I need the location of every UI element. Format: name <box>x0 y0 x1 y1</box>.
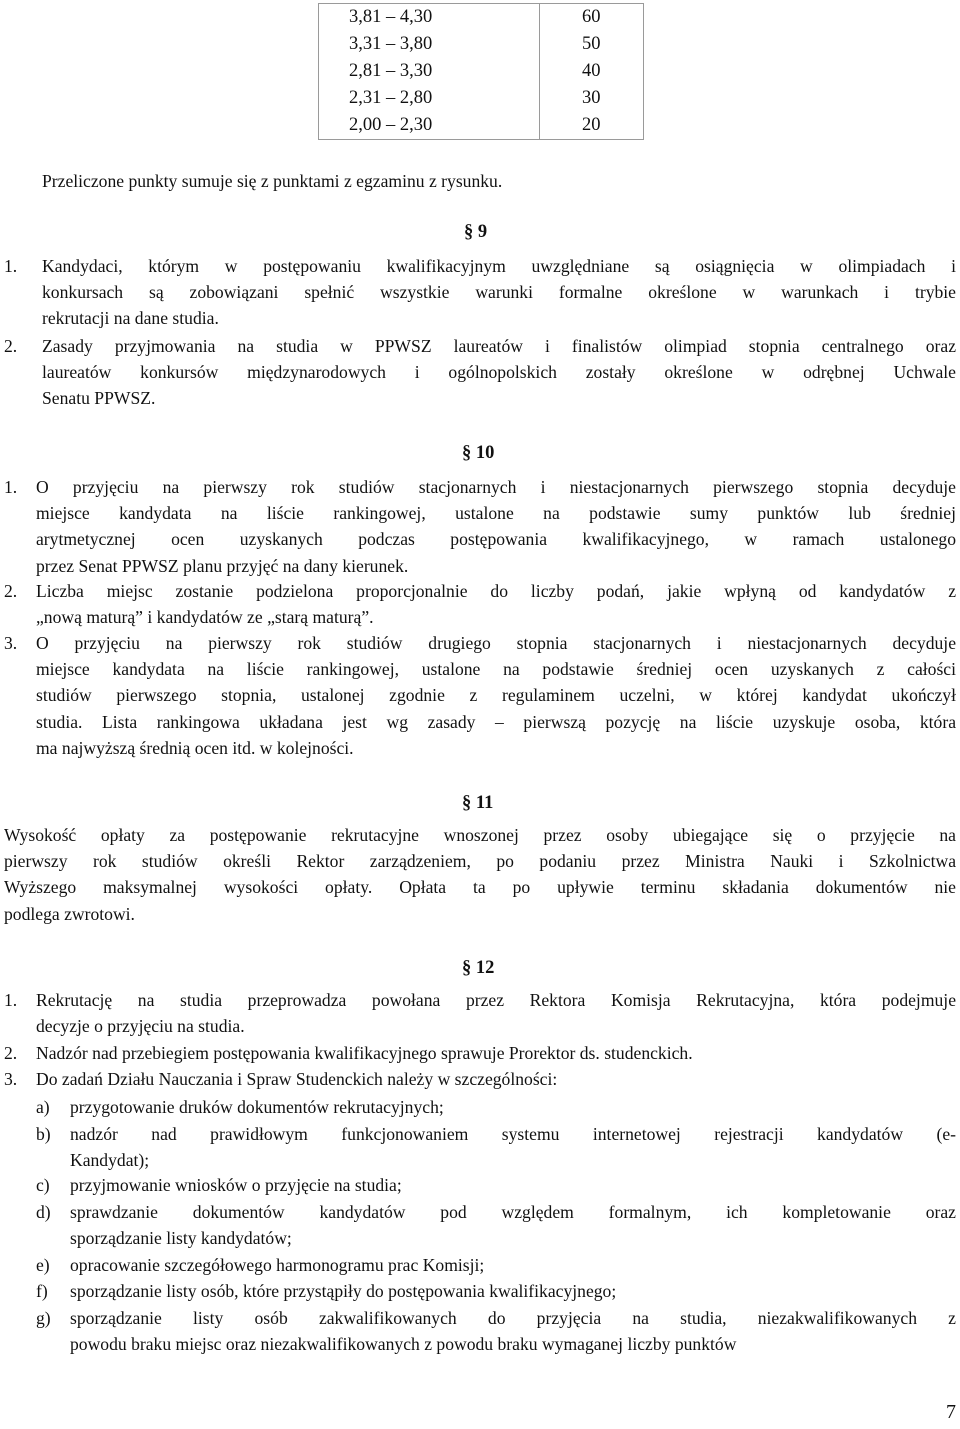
section-12-heading: § 12 <box>462 958 495 978</box>
text-line: O przyjęciu na pierwszy rok studiów drugiego stopnia stacjonarnych i niestacjonarnych decyduje <box>36 633 956 653</box>
text-line: Rekrutację na studia przeprowadza powołana przez Rektora Komisja Rekrutacyjna, która podejmuje <box>36 990 956 1010</box>
s9-paragraph-2 <box>42 333 956 412</box>
list-item-label: c) <box>36 1175 50 1195</box>
s11-paragraph <box>4 822 956 927</box>
text-line: Liczba miejsc zostanie podzielona proporcjonalnie do liczby podań, jakie wpłyną od kandydatów z <box>36 581 956 601</box>
points-cell: 30 <box>582 88 601 108</box>
section-10-heading: § 10 <box>462 443 495 463</box>
list-item-label: e) <box>36 1255 50 1275</box>
text-line: sporządzanie listy osób zakwalifikowanych do przyjęcia na studia, niezakwalifikowanych z <box>70 1308 956 1328</box>
text-line: miejsce kandydata na liście rankingowej, ustalone na podstawie sumy punktów lub średniej <box>36 503 956 524</box>
s10-p3-number: 3. <box>4 633 18 653</box>
list-item-label: d) <box>36 1202 51 1222</box>
text-line: Zasady przyjmowania na studia w PPWSZ laureatów i finalistów olimpiad stopnia centralnego oraz <box>42 336 956 356</box>
intro-line: Przeliczone punkty sumuje się z punktami z egzaminu z rysunku. <box>42 171 503 191</box>
s9-p2-number: 2. <box>4 336 18 356</box>
s10-paragraph-2 <box>36 578 956 630</box>
list-item: przyjmowanie wniosków o przyjęcie na studia; <box>70 1175 402 1195</box>
list-item-label: f) <box>36 1281 48 1301</box>
list-item <box>70 1305 956 1357</box>
table-row <box>319 4 644 140</box>
s10-p1-number: 1. <box>4 477 18 497</box>
text-line: pierwszy rok studiów określi Rektor zarządzeniem, po podaniu przez Ministra Nauki i Szkolnictwa <box>4 851 956 872</box>
points-cell: 60 <box>582 7 601 27</box>
grade-range-cell: 2,31 – 2,80 <box>349 88 433 108</box>
s9-p1-number: 1. <box>4 256 18 276</box>
s10-paragraph-1 <box>36 474 956 579</box>
section-11-heading: § 11 <box>462 793 494 813</box>
s12-paragraph-3: Do zadań Działu Nauczania i Spraw Studenckich należy w szczególności: <box>36 1069 558 1089</box>
grade-range-column <box>319 4 540 140</box>
text-line: przez Senat PPWSZ planu przyjęć na dany kierunek. <box>36 555 409 576</box>
page-number: 7 <box>946 1400 956 1423</box>
text-line: miejsce kandydata na liście rankingowej, ustalone na podstawie średniej ocen uzyskanych z całości <box>36 659 956 680</box>
list-item-label: g) <box>36 1308 51 1328</box>
s9-paragraph-1 <box>42 253 956 332</box>
text-line: podlega zwrotowi. <box>4 903 135 924</box>
text-line: O przyjęciu na pierwszy rok studiów stacjonarnych i niestacjonarnych pierwszego stopnia decyduje <box>36 477 956 497</box>
text-line: Senatu PPWSZ. <box>42 388 156 409</box>
s12-paragraph-2: Nadzór nad przebiegiem postępowania kwalifikacyjnego sprawuje Prorektor ds. studenckich. <box>36 1043 693 1063</box>
list-item-label: a) <box>36 1097 50 1117</box>
points-cell: 20 <box>582 115 601 135</box>
s10-p2-number: 2. <box>4 581 18 601</box>
text-line: powodu braku miejsc oraz niezakwalifikowanych z powodu braku wymaganej liczby punktów <box>70 1334 737 1355</box>
text-line: Kandydaci, którym w postępowaniu kwalifikacyjnym uwzględniane są osiągnięcia w olimpiadach i <box>42 256 956 276</box>
text-line: Wysokość opłaty za postępowanie rekrutacyjne wnoszonej przez osoby ubiegające się o przyjęcie na <box>4 825 956 845</box>
text-line: ma najwyższą średnią ocen itd. w kolejności. <box>36 737 354 758</box>
text-line: arytmetycznej ocen uzyskanych podczas postępowania kwalifikacyjnego, w ramach ustalonego <box>36 529 956 550</box>
text-line: Wyższego maksymalnej wysokości opłaty. Opłata ta po upływie terminu składania dokumentów nie <box>4 877 956 898</box>
s12-p1-number: 1. <box>4 990 18 1010</box>
text-line: laureatów konkursów międzynarodowych i ogólnopolskich zostały określone w odrębnej Uchwale <box>42 362 956 383</box>
section-9-heading: § 9 <box>464 222 488 242</box>
s12-p2-number: 2. <box>4 1043 18 1063</box>
text-line: sporządzanie listy kandydatów; <box>70 1228 292 1249</box>
s12-paragraph-1 <box>36 987 956 1039</box>
grade-range-cell: 3,81 – 4,30 <box>349 7 433 27</box>
points-cell: 50 <box>582 34 601 54</box>
grade-range-cell: 3,31 – 3,80 <box>349 34 433 54</box>
text-line: Kandydat); <box>70 1150 150 1171</box>
text-line: studiów pierwszego stopnia, ustalonej zgodnie z regulaminem uczelni, w której kandydat ukończył <box>36 685 956 706</box>
s12-p3-number: 3. <box>4 1069 18 1089</box>
list-item: przygotowanie druków dokumentów rekrutacyjnych; <box>70 1097 444 1117</box>
grade-range-cell: 2,00 – 2,30 <box>349 115 433 135</box>
list-item: opracowanie szczegółowego harmonogramu prac Komisji; <box>70 1255 485 1275</box>
text-line: konkursach są zobowiązani spełnić wszystkie warunki formalne określone w warunkach i trybie <box>42 282 956 303</box>
points-column <box>540 4 644 140</box>
text-line: sprawdzanie dokumentów kandydatów pod względem formalnym, ich kompletowanie oraz <box>70 1202 956 1222</box>
text-line: decyzje o przyjęciu na studia. <box>36 1016 245 1037</box>
list-item <box>70 1199 956 1251</box>
s10-paragraph-3 <box>36 630 956 761</box>
text-line: rekrutacji na dane studia. <box>42 308 219 329</box>
text-line: „nową maturą” i kandydatów ze „starą maturą”. <box>36 607 374 628</box>
points-cell: 40 <box>582 61 601 81</box>
list-item: sporządzanie listy osób, które przystąpiły do postępowania kwalifikacyjnego; <box>70 1281 617 1301</box>
list-item-label: b) <box>36 1124 51 1144</box>
text-line: nadzór nad prawidłowym funkcjonowaniem systemu internetowej rejestracji kandydatów (e- <box>70 1124 956 1144</box>
score-conversion-table <box>318 3 644 140</box>
list-item <box>70 1121 956 1173</box>
text-line: studia. Lista rankingowa układana jest wg zasady – pierwszą pozycję na liście uzyskuje osoba, która <box>36 711 956 732</box>
grade-range-cell: 2,81 – 3,30 <box>349 61 433 81</box>
